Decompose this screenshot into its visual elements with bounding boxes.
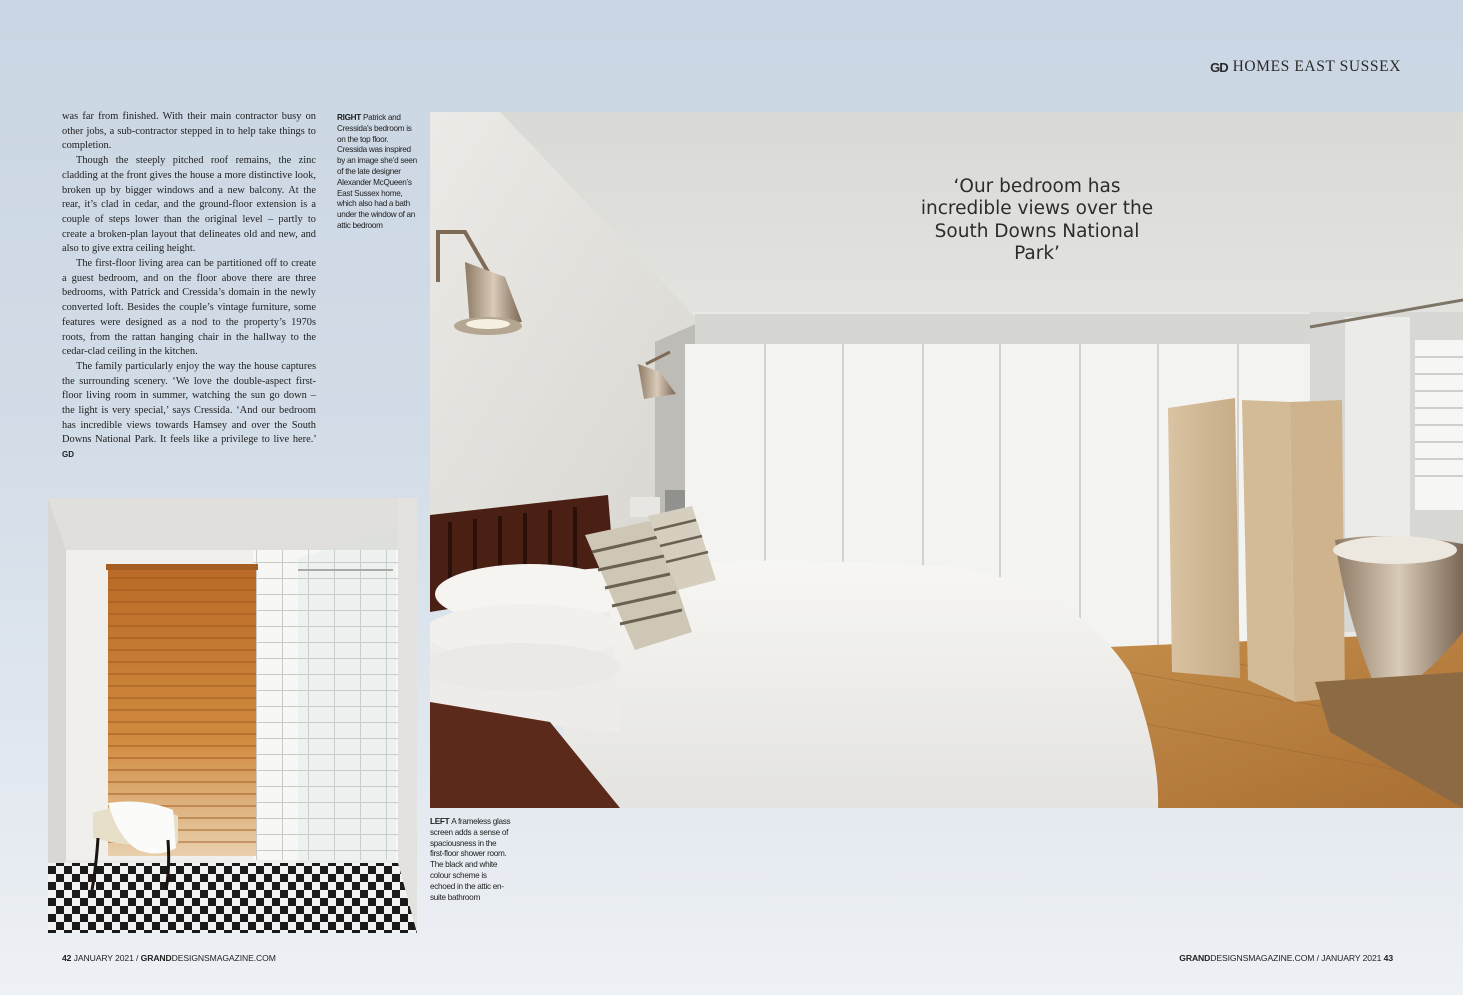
page-number: 43 <box>1383 953 1393 963</box>
issue-date: JANUARY 2021 / <box>73 953 139 963</box>
article-paragraph-last <box>62 360 316 463</box>
article-body <box>62 110 316 463</box>
footer-left <box>62 953 276 963</box>
caption-right <box>337 113 419 232</box>
pull-quote: ‘Our bedroom has incredible views over the South Downs National Park’ <box>920 176 1154 264</box>
caption-key: RIGHT <box>337 113 361 122</box>
section-header <box>1210 58 1401 76</box>
gd-logo: GD <box>1210 59 1228 75</box>
brand-domain: DESIGNSMAGAZINE.COM / JANUARY 2021 <box>1210 953 1382 963</box>
brand-name: GRAND <box>1179 953 1211 963</box>
end-mark: GD <box>62 450 74 460</box>
caption-text: Patrick and Cressida’s bedroom is on the top floor. Cressida was inspired by an image she’d seen of the late designer Alexander McQueen’s East Sussex home, which also had a bath under the window of an attic bedroom <box>337 113 417 230</box>
brand-domain: DESIGNSMAGAZINE.COM <box>171 953 276 963</box>
article-paragraph-text: The family particularly enjoy the way the house captures the surrounding scenery. ‘We love the double-aspect first-floor living room in summer, watching the sun go down – the light is very special,’ says Cressida. ‘And our bedroom has incredible views towards Hamsey and over the South Downs National Park. It feels like a privilege to live here.’ <box>62 360 316 446</box>
section-title: HOMES EAST SUSSEX <box>1232 58 1401 75</box>
page-number: 42 <box>62 953 72 963</box>
article-paragraph: was far from finished. With their main contractor busy on other jobs, a sub-contractor stepped in to help take things to completion. <box>62 111 316 152</box>
bathroom-photo <box>48 498 417 933</box>
article-paragraph: The first-floor living area can be partitioned off to create a guest bedroom, and on the floor above there are three bedrooms, with Patrick and Cressida’s domain in the newly converted loft. Besides the couple’s vintage furniture, some features were designed as a nod to the property’s 1970s roots, from the rattan hanging chair in the hallway to the cedar-clad ceiling in the kitchen. <box>62 258 316 358</box>
caption-text: A frameless glass screen adds a sense of spaciousness in the first-floor shower room. The black and white colour scheme is echoed in the attic en-suite bathroom <box>430 817 511 902</box>
caption-key: LEFT <box>430 817 450 826</box>
caption-left <box>430 817 512 903</box>
brand-name: GRAND <box>140 953 172 963</box>
footer-right <box>1179 953 1393 963</box>
article-paragraph: Though the steeply pitched roof remains, the zinc cladding at the front gives the house a more distinctive look, broken up by bigger windows and a new balcony. At the rear, it’s clad in cedar, and the ground-floor extension is a couple of steps lower than the original level – partly to create a broken-plan layout that delineates old and new, and also to give extra ceiling height. <box>62 155 316 255</box>
